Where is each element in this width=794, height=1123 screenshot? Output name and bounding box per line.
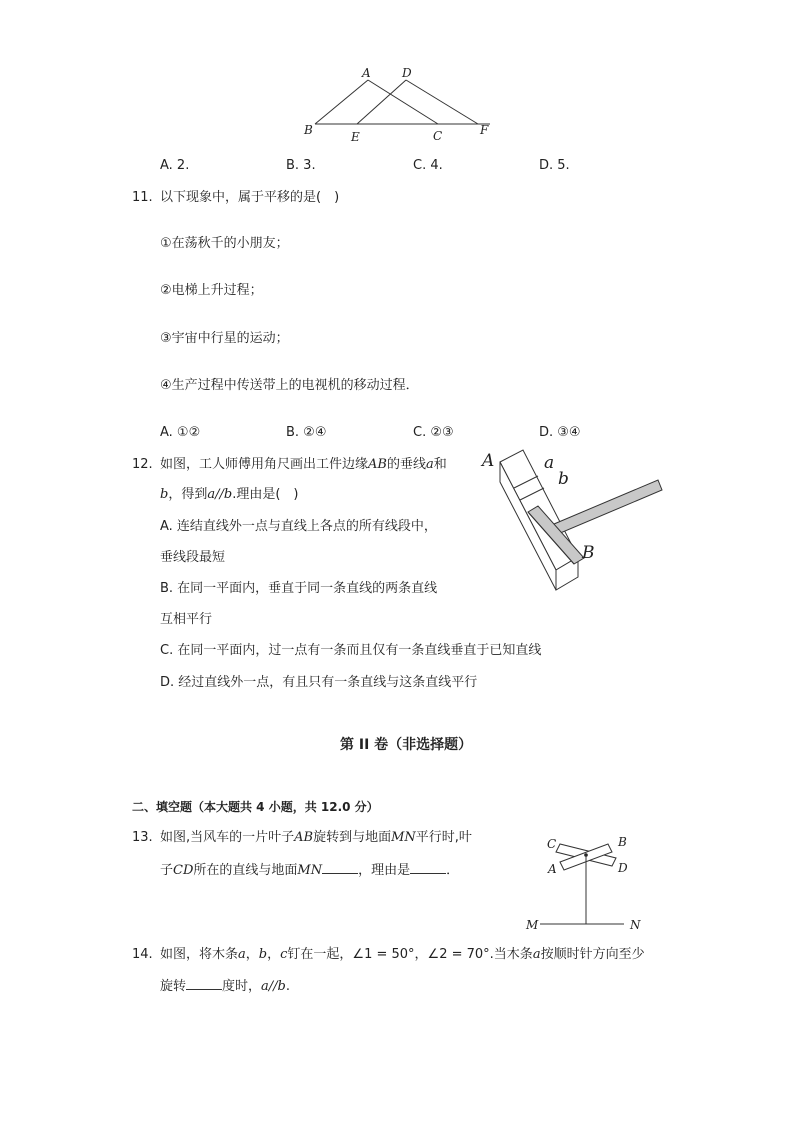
- q12-option-c[interactable]: C. 在同一平面内，过一点有一条而且仅有一条直线垂直于已知直线: [160, 643, 542, 658]
- q12-option-b-line2: 互相平行: [160, 612, 213, 627]
- q10-option-b[interactable]: B. 3.: [286, 158, 316, 173]
- windmill-figure: [520, 828, 650, 936]
- q10-option-a[interactable]: A. 2.: [160, 158, 190, 173]
- q11-item-2: ②电梯上升过程；: [160, 283, 263, 298]
- label-A: A: [362, 66, 371, 80]
- label-A: A: [482, 451, 495, 471]
- label-B: B: [582, 543, 595, 563]
- label-B: B: [618, 835, 627, 849]
- set-square-figure: [478, 442, 668, 598]
- q11-option-b[interactable]: B. ②④: [286, 425, 327, 440]
- q11-item-3: ③宇宙中行星的运动；: [160, 331, 289, 346]
- label-E: E: [351, 130, 360, 144]
- q12-stem-line1: 如图，工人师傅用角尺画出工件边缘AB的垂线a和: [160, 457, 447, 472]
- q14-blank[interactable]: [186, 977, 222, 990]
- q10-option-d[interactable]: D. 5.: [539, 158, 570, 173]
- q12-number: 12.: [132, 457, 153, 472]
- q12-stem-line2: b，得到a//b.理由是( ): [160, 487, 299, 502]
- q14-number: 14.: [132, 947, 153, 962]
- label-M: M: [526, 918, 539, 932]
- q13-line2: 子CD所在的直线与地面MN ，理由是 ．: [160, 863, 460, 878]
- triangles-figure: [300, 62, 500, 146]
- part2-title: 第 II 卷（非选择题）: [340, 737, 473, 753]
- q13-line1: 如图,当风车的一片叶子AB旋转到与地面MN平行时,叶: [160, 830, 472, 845]
- q12-option-d[interactable]: D. 经过直线外一点，有且只有一条直线与这条直线平行: [160, 675, 478, 690]
- q11-item-1: ①在荡秋千的小朋友；: [160, 236, 289, 251]
- q11-item-4: ④生产过程中传送带上的电视机的移动过程．: [160, 378, 419, 393]
- label-D: D: [402, 66, 412, 80]
- label-B: B: [304, 123, 313, 137]
- label-a: a: [544, 453, 555, 473]
- q11-option-c[interactable]: C. ②③: [413, 425, 454, 440]
- label-D: D: [618, 861, 628, 875]
- label-A: A: [548, 862, 557, 876]
- q10-option-c[interactable]: C. 4.: [413, 158, 443, 173]
- label-C: C: [547, 837, 557, 851]
- q14-line2: 旋转 度时，a//b.: [160, 979, 291, 994]
- q13-number: 13.: [132, 830, 153, 845]
- q13-blank-2[interactable]: [410, 861, 446, 874]
- label-N: N: [630, 918, 641, 932]
- q14-line1: 如图，将木条a，b，c钉在一起，∠1 = 50°，∠2 = 70°.当木条a按顺时针方向至少: [160, 947, 645, 962]
- q12-option-a-line1[interactable]: A. 连结直线外一点与直线上各点的所有线段中，: [160, 519, 437, 534]
- section2-title: 二、填空题（本大题共 4 小题，共 12.0 分）: [132, 800, 379, 814]
- q11-option-d[interactable]: D. ③④: [539, 425, 581, 440]
- q13-blank-1[interactable]: [322, 861, 358, 874]
- q12-option-a-line2: 垂线段最短: [160, 550, 226, 565]
- q12-option-b-line1[interactable]: B. 在同一平面内，垂直于同一条直线的两条直线: [160, 581, 438, 596]
- label-C: C: [433, 129, 443, 143]
- q11-number: 11.: [132, 190, 153, 205]
- label-F: F: [480, 123, 489, 137]
- label-b: b: [558, 469, 569, 489]
- q11-option-a[interactable]: A. ①②: [160, 425, 201, 440]
- q11-stem: 以下现象中，属于平移的是( ): [160, 190, 340, 205]
